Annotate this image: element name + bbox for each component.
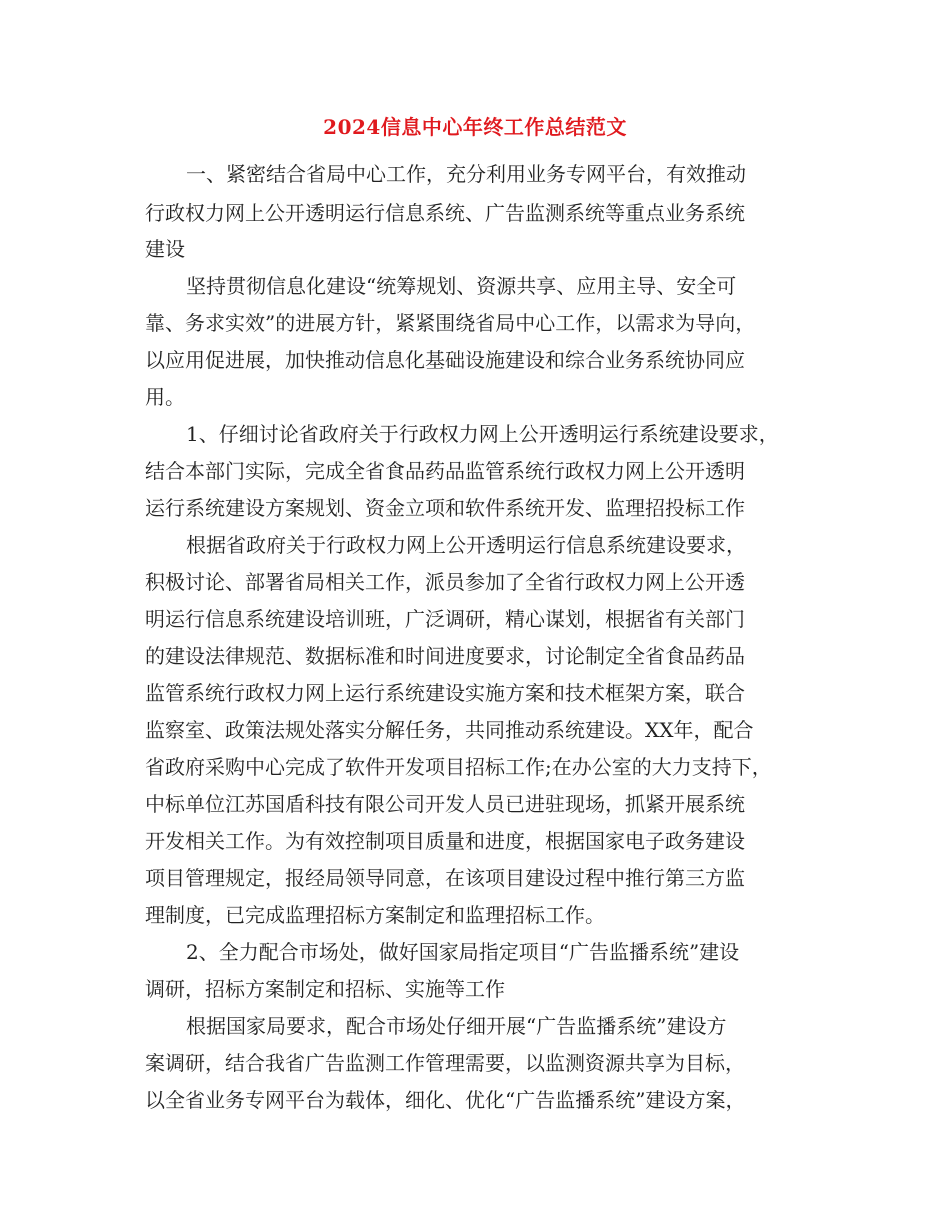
document-title: 2024信息中心年终工作总结范文 [323,115,627,139]
text-line: 理制度，已完成监理招标方案制定和监理招标工作。 [145,903,605,927]
text-line: 以全省业务专网平台为载体，细化、优化“广告监播系统”建设方案， [145,1088,746,1112]
text-line: 一、紧密结合省局中心工作，充分利用业务专网平台，有效推动 [186,162,746,186]
text-line: 明运行信息系统建设培训班，广泛调研，精心谋划，根据省有关部门 [145,607,745,631]
text-line: 1、仔细讨论省政府关于行政权力网上公开透明运行系统建设要求， [186,422,779,446]
text-line: 行政权力网上公开透明运行信息系统、广告监测系统等重点业务系统 [145,201,745,225]
text-line: 建设 [145,237,185,261]
text-line: 靠、务求实效”的进展方针，紧紧围绕省局中心工作，以需求为导向， [145,311,756,335]
text-line: 根据国家局要求，配合市场处仔细开展“广告监播系统”建设方 [186,1014,727,1038]
text-line: 坚持贯彻信息化建设“统筹规划、资源共享、应用主导、安全可 [186,274,737,298]
text-line: 调研，招标方案制定和招标、实施等工作 [145,977,505,1001]
text-line: 省政府采购中心完成了软件开发项目招标工作;在办公室的大力支持下， [145,755,772,779]
text-line: 积极讨论、部署省局相关工作，派员参加了全省行政权力网上公开透 [145,570,745,594]
text-line: 监察室、政策法规处落实分解任务，共同推动系统建设。XX年，配合 [145,718,754,742]
text-line: 运行系统建设方案规划、资金立项和软件系统开发、监理招投标工作 [145,496,745,520]
text-line: 2、全力配合市场处，做好国家局指定项目“广告监播系统”建设 [186,940,740,964]
text-line: 项目管理规定，报经局领导同意，在该项目建设过程中推行第三方监 [145,866,745,890]
text-line: 的建设法律规范、数据标准和时间进度要求，讨论制定全省食品药品 [145,644,745,668]
text-line: 结合本部门实际，完成全省食品药品监管系统行政权力网上公开透明 [145,459,745,483]
text-line: 根据省政府关于行政权力网上公开透明运行信息系统建设要求， [186,533,746,557]
text-line: 以应用促进展，加快推动信息化基础设施建设和综合业务系统协同应 [145,348,745,372]
text-line: 案调研，结合我省广告监测工作管理需要，以监测资源共享为目标， [145,1051,745,1075]
text-line: 用。 [145,385,185,409]
text-line: 中标单位江苏国盾科技有限公司开发人员已进驻现场，抓紧开展系统 [145,792,745,816]
text-line: 监管系统行政权力网上运行系统建设实施方案和技术框架方案，联合 [145,681,745,705]
text-line: 开发相关工作。为有效控制项目质量和进度，根据国家电子政务建设 [145,829,745,853]
